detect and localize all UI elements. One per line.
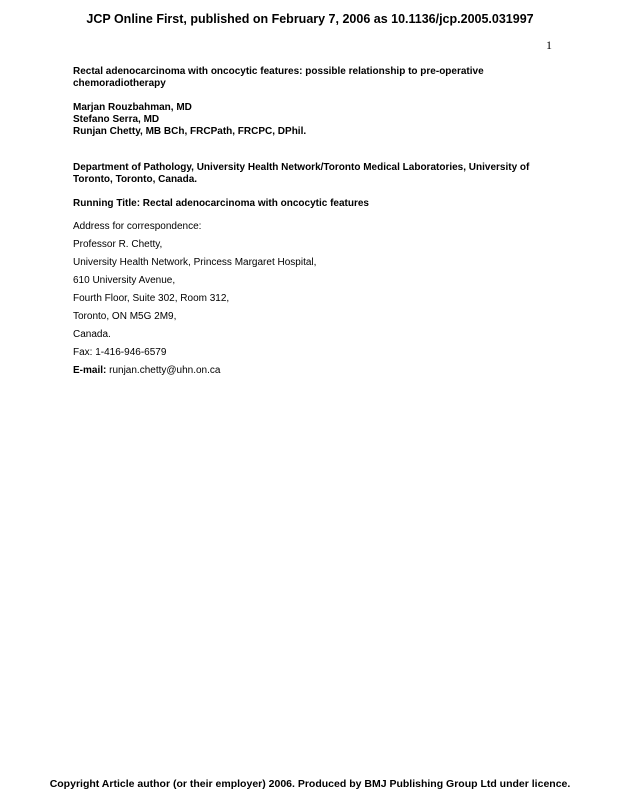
correspondence-address xyxy=(73,218,553,380)
page-number: 1 xyxy=(546,38,552,52)
address-line: 610 University Avenue, xyxy=(73,275,176,286)
address-line: Professor R. Chetty, xyxy=(73,239,163,250)
running-title: Running Title: Rectal adenocarcinoma with oncocytic features xyxy=(73,198,369,209)
email-label: E-mail: xyxy=(73,365,107,376)
address-line: Toronto, ON M5G 2M9, xyxy=(73,311,177,322)
affiliation-line-1: Department of Pathology, University Health Network/Toronto Medical Laboratories, University of xyxy=(73,162,530,173)
copyright-footer: Copyright Article author (or their employer) 2006. Produced by BMJ Publishing Group Ltd under licence. xyxy=(49,778,571,790)
email-address[interactable]: runjan.chetty@uhn.on.ca xyxy=(109,365,221,376)
email-line xyxy=(73,362,553,380)
title-page-content xyxy=(73,66,553,380)
author: Stefano Serra, MD xyxy=(73,114,160,125)
author: Marjan Rouzbahman, MD xyxy=(73,102,192,113)
address-heading: Address for correspondence: xyxy=(73,221,202,232)
author-list xyxy=(73,102,553,138)
address-line: University Health Network, Princess Margaret Hospital, xyxy=(73,257,317,268)
title-line-2: chemoradiotherapy xyxy=(73,78,166,89)
author: Runjan Chetty, MB BCh, FRCPath, FRCPC, DPhil. xyxy=(73,126,307,137)
address-line: Fourth Floor, Suite 302, Room 312, xyxy=(73,293,230,304)
article-title xyxy=(73,66,553,90)
fax-line: Fax: 1-416-946-6579 xyxy=(73,347,167,358)
address-line: Canada. xyxy=(73,329,111,340)
affiliation xyxy=(73,162,553,186)
title-line-1: Rectal adenocarcinoma with oncocytic features: possible relationship to pre-operative xyxy=(73,66,484,77)
journal-header: JCP Online First, published on February 7, 2006 as 10.1136/jcp.2005.031997 xyxy=(86,12,534,26)
affiliation-line-2: Toronto, Toronto, Canada. xyxy=(73,174,198,185)
